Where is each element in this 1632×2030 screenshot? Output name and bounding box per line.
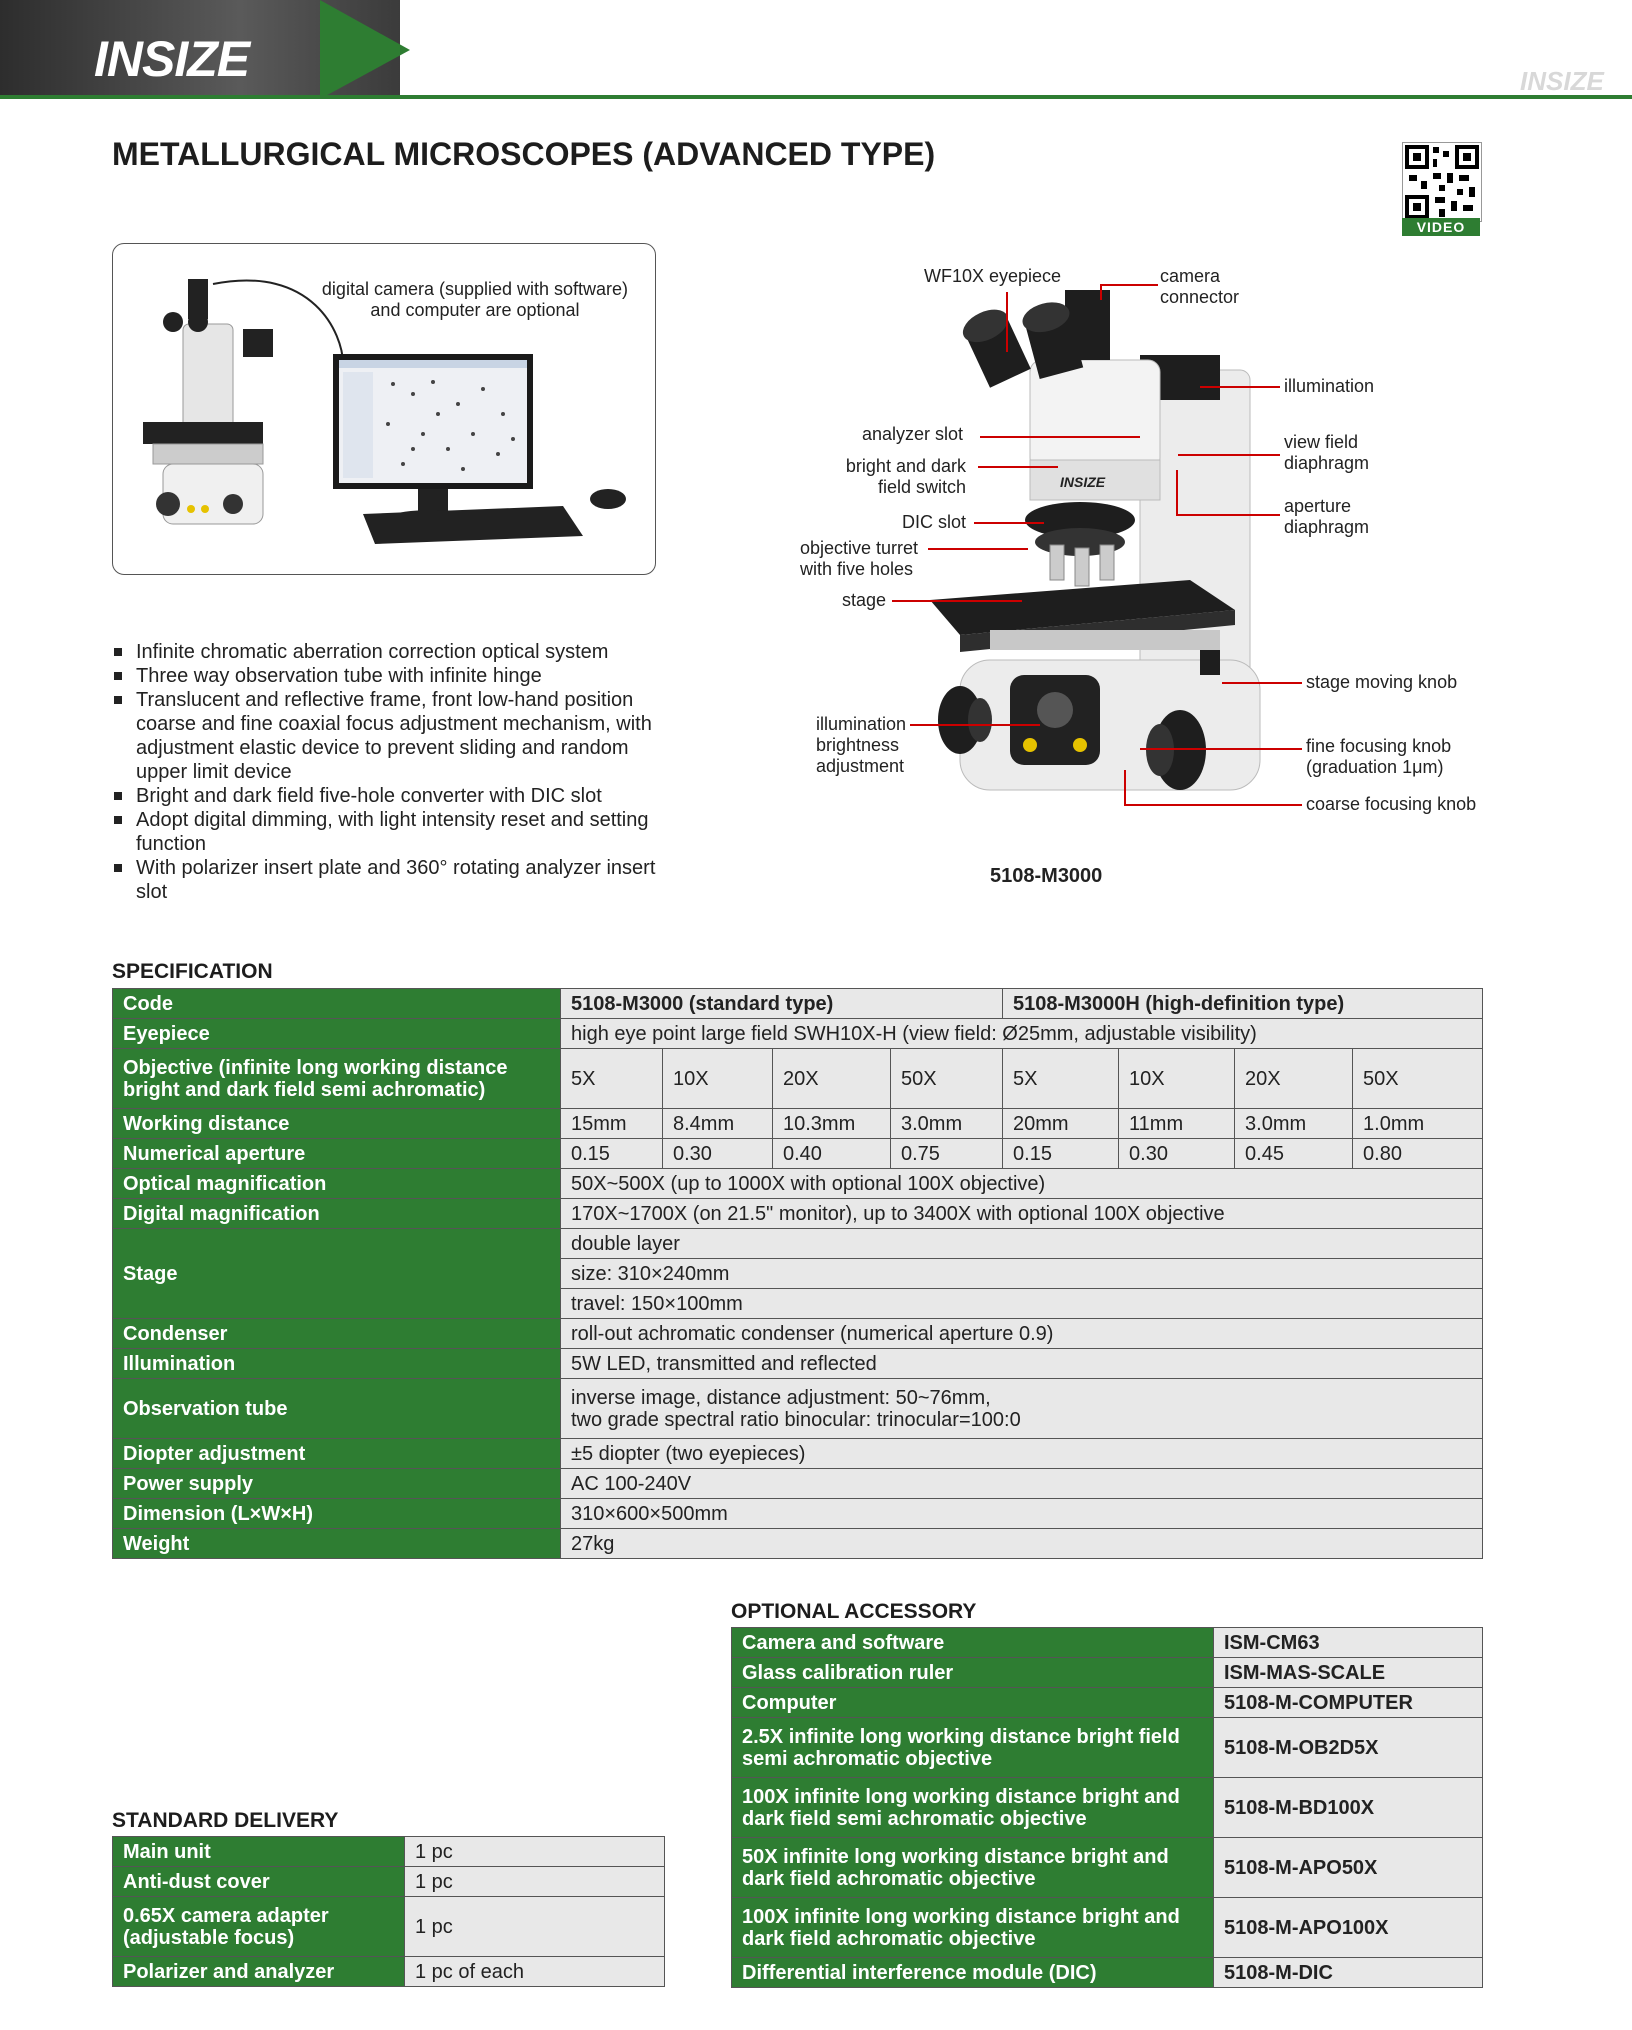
leader-line bbox=[1176, 470, 1178, 516]
spec-value: 0.75 bbox=[891, 1139, 1003, 1169]
accessory-code: 5108-M-APO100X bbox=[1214, 1898, 1483, 1958]
callout-eyepiece: WF10X eyepiece bbox=[924, 266, 1062, 286]
leader-line bbox=[1124, 804, 1302, 806]
leader-line bbox=[1176, 514, 1280, 516]
feature-item: Adopt digital dimming, with light intensity reset and setting function bbox=[112, 808, 672, 856]
callout-aperture-diaphragm: aperture diaphragm bbox=[1284, 496, 1370, 537]
header-arrow bbox=[320, 0, 410, 99]
spec-label: Dimension (L×W×H) bbox=[113, 1499, 561, 1529]
spec-value: 0.30 bbox=[1119, 1139, 1235, 1169]
spec-label: Weight bbox=[113, 1529, 561, 1559]
spec-label: Working distance bbox=[113, 1109, 561, 1139]
spec-value: 3.0mm bbox=[1235, 1109, 1353, 1139]
table-row bbox=[732, 1838, 1483, 1898]
accessory-name: Glass calibration ruler bbox=[732, 1658, 1214, 1688]
table-row bbox=[113, 1469, 1483, 1499]
callout-coarse-focusing-knob: coarse focusing knob bbox=[1306, 794, 1477, 814]
delivery-item: Anti-dust cover bbox=[113, 1867, 405, 1897]
leader-line bbox=[928, 548, 1028, 550]
spec-value: 0.40 bbox=[773, 1139, 891, 1169]
feature-item: Translucent and reflective frame, front low-hand position coarse and fine coaxial focus adjustment mechanism, with adjustment elastic device to prevent sliding and random upper limit device bbox=[112, 688, 672, 784]
delivery-item: Polarizer and analyzer bbox=[113, 1957, 405, 1987]
spec-value: double layer bbox=[561, 1229, 1483, 1259]
spec-value: 5W LED, transmitted and reflected bbox=[561, 1349, 1483, 1379]
table-row bbox=[113, 1439, 1483, 1469]
spec-value: high eye point large field SWH10X-H (view field: Ø25mm, adjustable visibility) bbox=[561, 1019, 1483, 1049]
callout-objective-turret: objective turret with five holes bbox=[800, 538, 919, 579]
accessory-code: 5108-M-BD100X bbox=[1214, 1778, 1483, 1838]
qr-code[interactable] bbox=[1402, 142, 1482, 222]
spec-label: Diopter adjustment bbox=[113, 1439, 561, 1469]
table-row bbox=[113, 1957, 665, 1987]
table-row bbox=[113, 1169, 1483, 1199]
spec-value: 11mm bbox=[1119, 1109, 1235, 1139]
table-row bbox=[732, 1688, 1483, 1718]
table-row bbox=[732, 1628, 1483, 1658]
feature-item: Bright and dark field five-hole converter with DIC slot bbox=[112, 784, 672, 808]
spec-value: ±5 diopter (two eyepieces) bbox=[561, 1439, 1483, 1469]
feature-item: With polarizer insert plate and 360° rotating analyzer insert slot bbox=[112, 856, 672, 904]
accessory-name: 2.5X infinite long working distance bright field semi achromatic objective bbox=[732, 1718, 1214, 1778]
leader-line bbox=[980, 436, 1140, 438]
leader-line bbox=[910, 724, 1040, 726]
svg-text:INSIZE: INSIZE bbox=[1060, 474, 1106, 490]
spec-value: 27kg bbox=[561, 1529, 1483, 1559]
spec-value: roll-out achromatic condenser (numerical aperture 0.9) bbox=[561, 1319, 1483, 1349]
callout-illumination: illumination bbox=[1284, 376, 1375, 396]
spec-label: Illumination bbox=[113, 1349, 561, 1379]
spec-value: 50X bbox=[1353, 1049, 1483, 1109]
leader-line bbox=[1100, 284, 1102, 300]
model-caption: 5108-M3000 bbox=[990, 865, 1103, 887]
callout-analyzer-slot: analyzer slot bbox=[862, 424, 964, 444]
accessory-name: Differential interference module (DIC) bbox=[732, 1958, 1214, 1988]
callout-field-switch: bright and dark field switch bbox=[845, 456, 966, 497]
spec-label: Code bbox=[113, 989, 561, 1019]
leader-line bbox=[1178, 454, 1280, 456]
accessory-name: 100X infinite long working distance bright and dark field semi achromatic objective bbox=[732, 1778, 1214, 1838]
callout-stage-moving-knob: stage moving knob bbox=[1306, 672, 1458, 692]
leader-line bbox=[892, 600, 1022, 602]
leader-line bbox=[1006, 292, 1008, 352]
table-row bbox=[113, 1019, 1483, 1049]
table-row bbox=[113, 1897, 665, 1957]
spec-value: 20X bbox=[773, 1049, 891, 1109]
spec-value: 310×600×500mm bbox=[561, 1499, 1483, 1529]
spec-label: Objective (infinite long working distance bright and dark field semi achromatic) bbox=[113, 1049, 561, 1109]
leader-line bbox=[1100, 284, 1158, 286]
spec-value: 20mm bbox=[1003, 1109, 1119, 1139]
spec-value: 5108-M3000H (high-definition type) bbox=[1003, 989, 1483, 1019]
video-label[interactable]: VIDEO bbox=[1402, 218, 1480, 236]
accessory-code: 5108-M-OB2D5X bbox=[1214, 1718, 1483, 1778]
page-title: METALLURGICAL MICROSCOPES (ADVANCED TYPE) bbox=[112, 136, 936, 172]
spec-value: 0.15 bbox=[561, 1139, 663, 1169]
accessory-code: ISM-CM63 bbox=[1214, 1628, 1483, 1658]
spec-value: 10X bbox=[663, 1049, 773, 1109]
spec-value: 1.0mm bbox=[1353, 1109, 1483, 1139]
accessory-name: Computer bbox=[732, 1688, 1214, 1718]
table-row bbox=[113, 1049, 1483, 1109]
table-row bbox=[113, 989, 1483, 1019]
spec-value: 50X~500X (up to 1000X with optional 100X objective) bbox=[561, 1169, 1483, 1199]
spec-value: inverse image, distance adjustment: 50~76mm, two grade spectral ratio binocular: trinocular=100:0 bbox=[561, 1379, 1483, 1439]
spec-value: 8.4mm bbox=[663, 1109, 773, 1139]
table-row bbox=[113, 1837, 665, 1867]
spec-value: 5X bbox=[561, 1049, 663, 1109]
spec-value: travel: 150×100mm bbox=[561, 1289, 1483, 1319]
spec-value: 10X bbox=[1119, 1049, 1235, 1109]
spec-label: Digital magnification bbox=[113, 1199, 561, 1229]
leader-line bbox=[974, 522, 1044, 524]
accessory-title: OPTIONAL ACCESSORY bbox=[731, 1600, 977, 1623]
spec-value: 0.15 bbox=[1003, 1139, 1119, 1169]
accessory-code: 5108-M-COMPUTER bbox=[1214, 1688, 1483, 1718]
delivery-title: STANDARD DELIVERY bbox=[112, 1809, 339, 1832]
table-row bbox=[732, 1718, 1483, 1778]
feature-item: Infinite chromatic aberration correction optical system bbox=[112, 640, 672, 664]
spec-value: 5X bbox=[1003, 1049, 1119, 1109]
spec-label: Power supply bbox=[113, 1469, 561, 1499]
accessory-name: 100X infinite long working distance bright and dark field achromatic objective bbox=[732, 1898, 1214, 1958]
spec-label: Eyepiece bbox=[113, 1019, 561, 1049]
table-row bbox=[113, 1139, 1483, 1169]
table-row bbox=[732, 1778, 1483, 1838]
callout-dic-slot: DIC slot bbox=[902, 512, 967, 532]
table-row bbox=[113, 1229, 1483, 1259]
leader-line bbox=[1222, 682, 1302, 684]
feature-item: Three way observation tube with infinite hinge bbox=[112, 664, 672, 688]
accessory-code: ISM-MAS-SCALE bbox=[1214, 1658, 1483, 1688]
table-row bbox=[113, 1319, 1483, 1349]
accessory-table bbox=[731, 1627, 1483, 1988]
delivery-item: Main unit bbox=[113, 1837, 405, 1867]
leader-line bbox=[1200, 386, 1280, 388]
spec-value: 3.0mm bbox=[891, 1109, 1003, 1139]
spec-value: AC 100-240V bbox=[561, 1469, 1483, 1499]
spec-value: 0.80 bbox=[1353, 1139, 1483, 1169]
spec-value: 20X bbox=[1235, 1049, 1353, 1109]
table-row bbox=[732, 1898, 1483, 1958]
callout-fine-focusing-knob: fine focusing knob (graduation 1μm) bbox=[1306, 736, 1452, 777]
spec-label: Optical magnification bbox=[113, 1169, 561, 1199]
header-rule bbox=[0, 95, 1632, 99]
microscope-image bbox=[900, 280, 1300, 840]
spec-value: 170X~1700X (on 21.5" monitor), up to 3400X with optional 100X objective bbox=[561, 1199, 1483, 1229]
brand-logo-watermark: INSIZE bbox=[1520, 66, 1604, 96]
spec-label: Stage bbox=[113, 1229, 561, 1319]
delivery-qty: 1 pc of each bbox=[405, 1957, 665, 1987]
spec-value: 5108-M3000 (standard type) bbox=[561, 989, 1003, 1019]
delivery-table bbox=[112, 1836, 665, 1987]
table-row bbox=[113, 1867, 665, 1897]
spec-label: Observation tube bbox=[113, 1379, 561, 1439]
spec-value: 10.3mm bbox=[773, 1109, 891, 1139]
table-row bbox=[113, 1379, 1483, 1439]
leader-line bbox=[1124, 770, 1126, 806]
table-row bbox=[732, 1658, 1483, 1688]
feature-list bbox=[112, 640, 672, 904]
leader-line bbox=[978, 466, 1058, 468]
spec-label: Condenser bbox=[113, 1319, 561, 1349]
callout-camera-connector: camera connector bbox=[1160, 266, 1240, 307]
leader-line bbox=[1140, 748, 1302, 750]
image-caption: digital camera (supplied with software) and computer are optional bbox=[321, 279, 629, 320]
accessory-name: Camera and software bbox=[732, 1628, 1214, 1658]
table-row bbox=[113, 1199, 1483, 1229]
accessory-code: 5108-M-DIC bbox=[1214, 1958, 1483, 1988]
spec-value: 50X bbox=[891, 1049, 1003, 1109]
callout-stage: stage bbox=[842, 590, 887, 610]
accessory-name: 50X infinite long working distance bright and dark field achromatic objective bbox=[732, 1838, 1214, 1898]
qr-code-icon bbox=[1403, 143, 1481, 221]
table-row bbox=[732, 1958, 1483, 1988]
spec-table bbox=[112, 988, 1483, 1559]
spec-value: size: 310×240mm bbox=[561, 1259, 1483, 1289]
spec-value: 0.30 bbox=[663, 1139, 773, 1169]
spec-value: 15mm bbox=[561, 1109, 663, 1139]
delivery-qty: 1 pc bbox=[405, 1837, 665, 1867]
table-row bbox=[113, 1499, 1483, 1529]
accessory-code: 5108-M-APO50X bbox=[1214, 1838, 1483, 1898]
spec-value: 0.45 bbox=[1235, 1139, 1353, 1169]
table-row bbox=[113, 1349, 1483, 1379]
brand-logo[interactable]: INSIZE bbox=[94, 31, 250, 87]
spec-label: Numerical aperture bbox=[113, 1139, 561, 1169]
table-row bbox=[113, 1529, 1483, 1559]
callout-view-field-diaphragm: view field diaphragm bbox=[1284, 432, 1370, 473]
spec-title: SPECIFICATION bbox=[112, 960, 273, 983]
delivery-qty: 1 pc bbox=[405, 1867, 665, 1897]
table-row bbox=[113, 1109, 1483, 1139]
delivery-item: 0.65X camera adapter (adjustable focus) bbox=[113, 1897, 405, 1957]
delivery-qty: 1 pc bbox=[405, 1897, 665, 1957]
callout-brightness-adjustment: illumination brightness adjustment bbox=[816, 714, 907, 776]
